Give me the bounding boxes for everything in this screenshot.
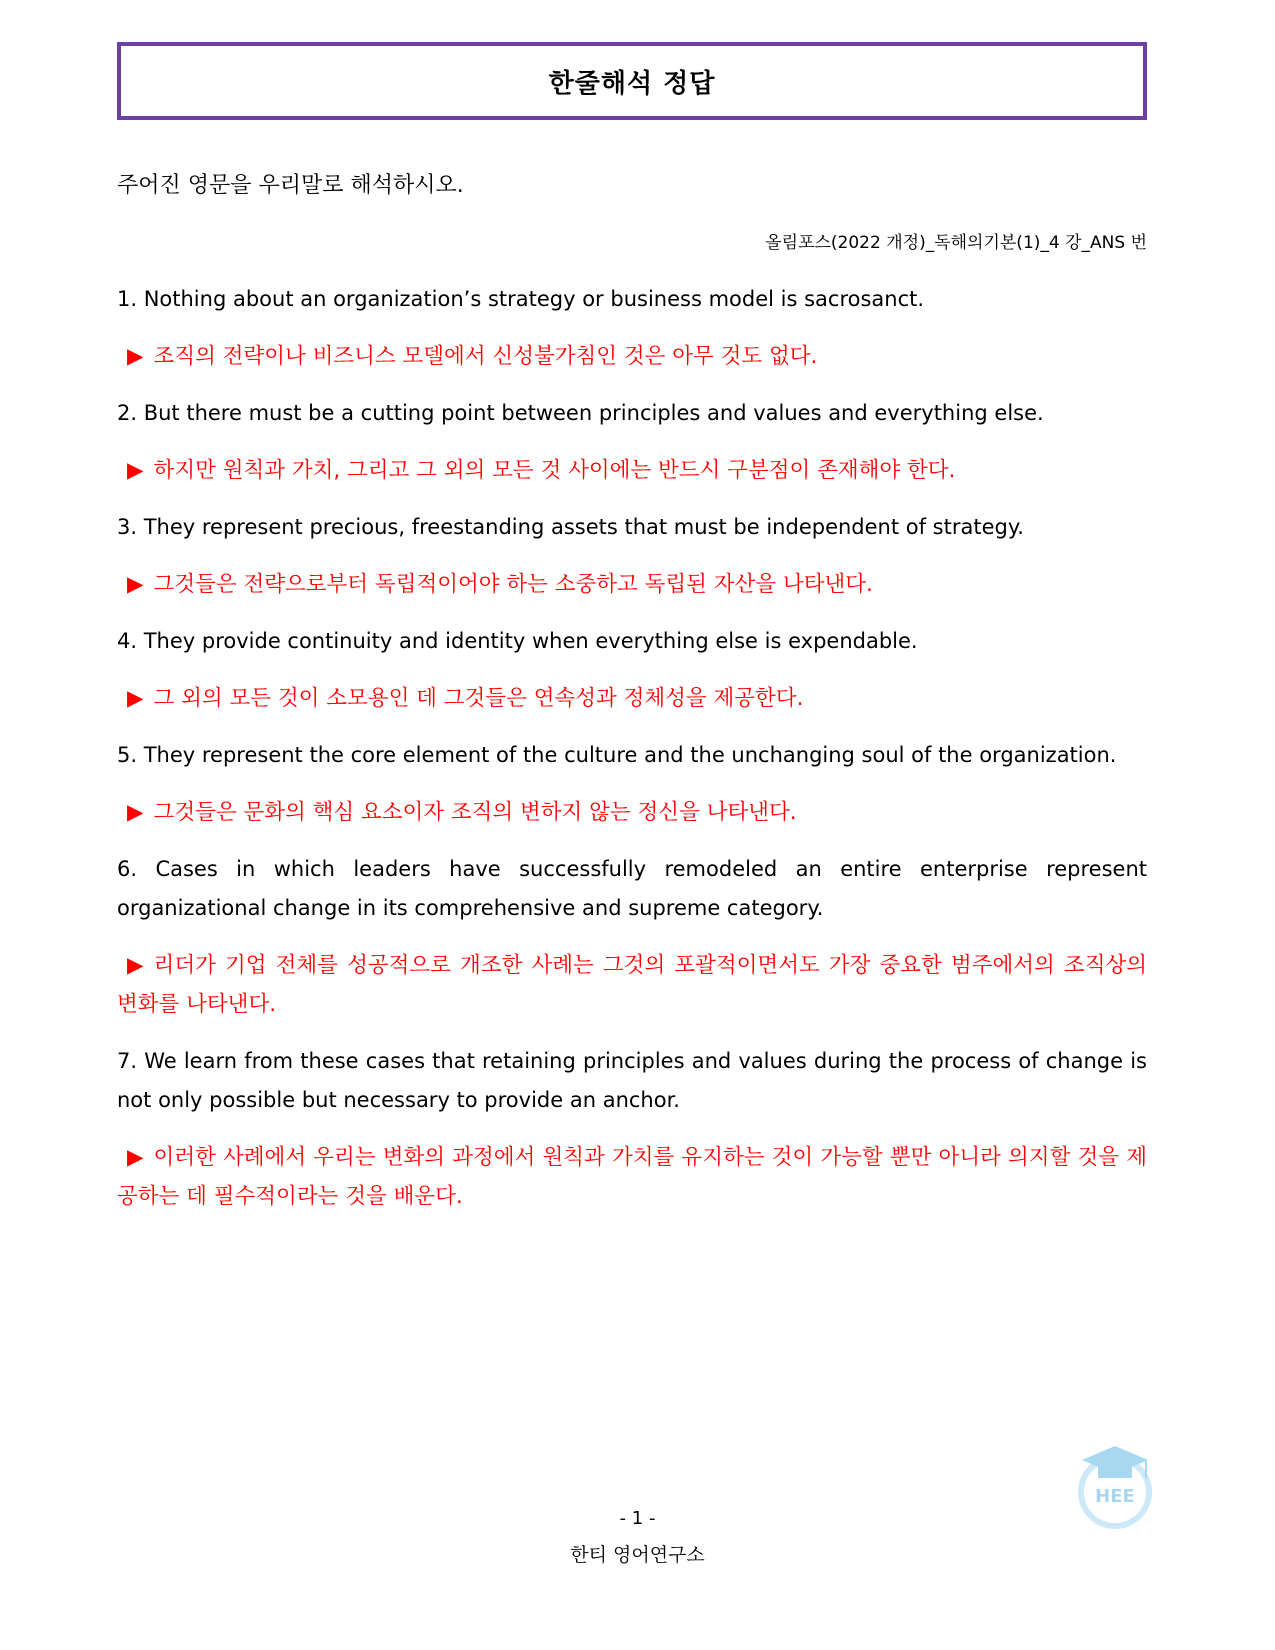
english-sentence: 6. Cases in which leaders have successfully remodeled an entire enterprise represent organizational change in its comprehensive and supreme category. [117, 857, 1147, 920]
logo-text: HEE [1095, 1486, 1135, 1507]
arrow-icon: ▶ [127, 800, 144, 825]
english-sentence: 3. They represent precious, freestanding assets that must be independent of strategy. [117, 515, 1024, 539]
translation-text: 이러한 사례에서 우리는 변화의 과정에서 원칙과 가치를 유지하는 것이 가능할 뿐만 아니라 의지할 것을 제공하는 데 필수적이라는 것을 배운다. [117, 1145, 1147, 1209]
arrow-icon: ▶ [127, 953, 144, 978]
korean-translation [117, 337, 1147, 376]
arrow-icon: ▶ [127, 344, 144, 369]
translation-text: 그것들은 전략으로부터 독립적이어야 하는 소중하고 독립된 자산을 나타낸다. [153, 572, 873, 597]
arrow-icon: ▶ [127, 686, 144, 711]
source-label: 올림포스(2022 개정)_독해의기본(1)_4 강_ANS 번 [765, 233, 1147, 253]
sentence-item [117, 1042, 1147, 1216]
korean-translation [117, 565, 1147, 604]
arrow-icon: ▶ [127, 458, 144, 483]
english-sentence: 5. They represent the core element of the culture and the unchanging soul of the organization. [117, 743, 1117, 767]
translation-text: 그것들은 문화의 핵심 요소이자 조직의 변하지 않는 정신을 나타낸다. [153, 800, 797, 825]
korean-translation [117, 946, 1147, 1024]
page-title: 한줄해석 정답 [548, 68, 716, 99]
english-sentence: 2. But there must be a cutting point between principles and values and everything else. [117, 401, 1044, 425]
translation-text: 그 외의 모든 것이 소모용인 데 그것들은 연속성과 정체성을 제공한다. [153, 686, 804, 711]
translation-text: 조직의 전략이나 비즈니스 모델에서 신성불가침인 것은 아무 것도 없다. [153, 344, 818, 369]
translation-text: 하지만 원칙과 가치, 그리고 그 외의 모든 것 사이에는 반드시 구분점이 존재해야 한다. [153, 458, 956, 483]
sentence-list [117, 280, 1147, 1234]
sentence-item [117, 280, 1147, 376]
english-sentence: 1. Nothing about an organization’s strategy or business model is sacrosanct. [117, 287, 925, 311]
cap-base [1098, 1466, 1132, 1478]
sentence-item [117, 508, 1147, 604]
sentence-item [117, 622, 1147, 718]
arrow-icon: ▶ [127, 572, 144, 597]
sentence-item [117, 850, 1147, 1024]
sentence-item [117, 736, 1147, 832]
footer-org-name: 한티 영어연구소 [570, 1544, 705, 1566]
instruction-text: 주어진 영문을 우리말로 해석하시오. [117, 173, 464, 198]
korean-translation [117, 1138, 1147, 1216]
korean-translation [117, 793, 1147, 832]
english-sentence: 7. We learn from these cases that retaining principles and values during the process of change is not only possible but necessary to provide an anchor. [117, 1049, 1147, 1112]
sentence-item [117, 394, 1147, 490]
page-number: - 1 - [619, 1508, 656, 1529]
title-box [117, 42, 1147, 120]
korean-translation [117, 451, 1147, 490]
korean-translation [117, 679, 1147, 718]
arrow-icon: ▶ [127, 1145, 144, 1170]
english-sentence: 4. They provide continuity and identity when everything else is expendable. [117, 629, 918, 653]
translation-text: 리더가 기업 전체를 성공적으로 개조한 사례는 그것의 포괄적이면서도 가장 중요한 범주에서의 조직상의 변화를 나타낸다. [117, 953, 1147, 1017]
